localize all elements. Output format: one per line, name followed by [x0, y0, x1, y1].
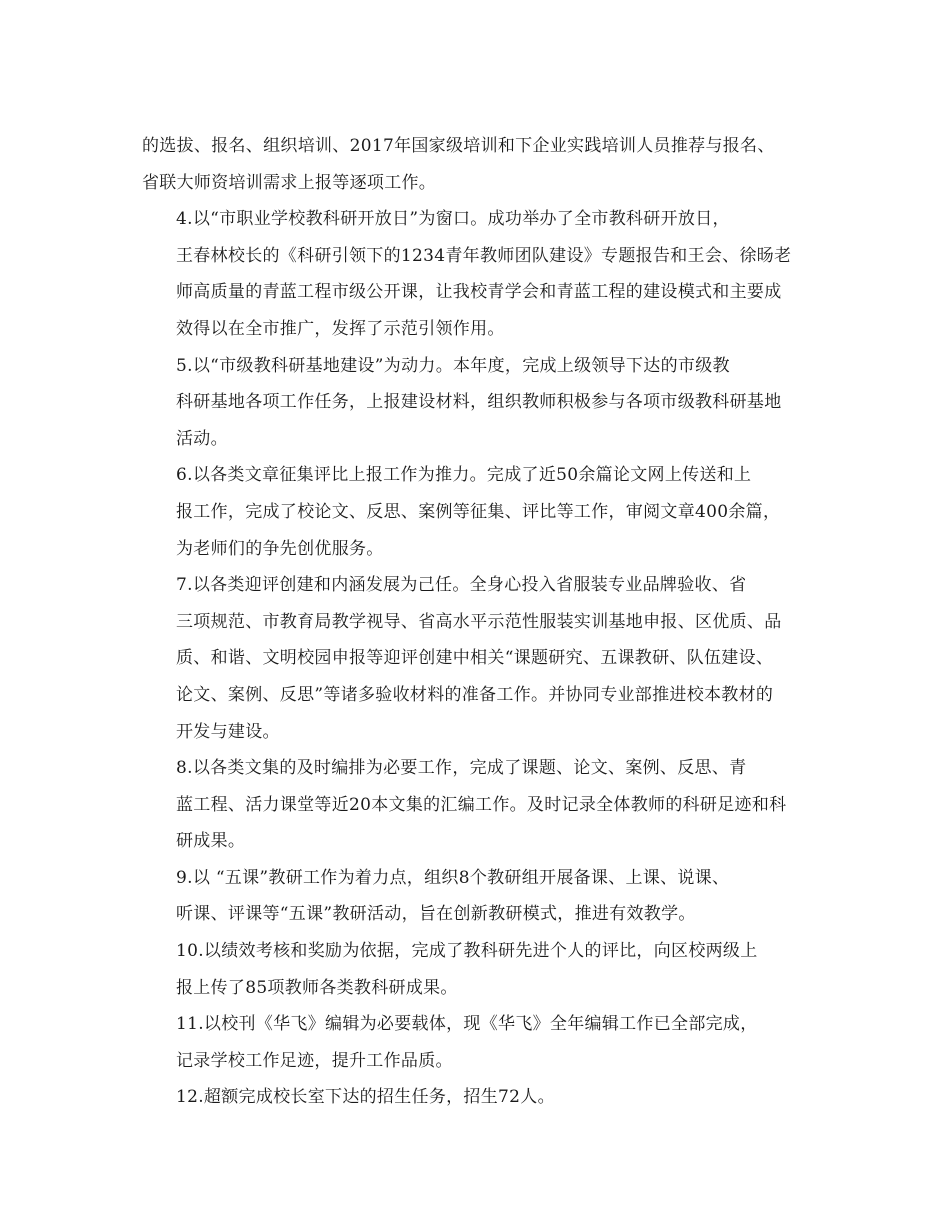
- text-line: 的选拔、报名、组织培训、2017年国家级培训和下企业实践培训人员推荐与报名、: [142, 136, 775, 156]
- text-line: 三项规范、市教育局教学视导、省高水平示范性服装实训基地申报、区优质、品: [176, 611, 782, 632]
- text-line: 记录学校工作足迹，提升工作品质。: [176, 1050, 453, 1071]
- text-line: 听课、评课等“五课”教研活动，旨在创新教研模式，推进有效教学。: [176, 904, 696, 925]
- paragraph: [142, 750, 814, 860]
- text-line: 王春林校长的《科研引领下的1234青年教师团队建设》专题报告和王会、徐旸老: [176, 245, 792, 266]
- text-line: 研成果。: [176, 831, 246, 852]
- paragraph: [142, 567, 814, 750]
- paragraph: [142, 1079, 814, 1116]
- paragraph: [142, 1006, 814, 1079]
- text-line: 报工作，完成了校论文、反思、案例等征集、评比等工作，审阅文章400余篇，: [176, 501, 781, 522]
- text-line: 师高质量的青蓝工程市级公开课，让我校青学会和青蓝工程的建设模式和主要成: [176, 282, 782, 303]
- text-line: 5.以“市级教科研基地建设”为动力。本年度，完成上级领导下达的市级教: [176, 355, 730, 376]
- text-line: 为老师们的争先创优服务。: [176, 538, 384, 559]
- text-line: 12.超额完成校长室下达的招生任务，招生72人。: [176, 1087, 555, 1108]
- text-line: 7.以各类迎评创建和内涵发展为己任。全身心投入省服装专业品牌验收、省: [176, 575, 747, 596]
- text-line: 论文、案例、反思”等诸多验收材料的准备工作。并协同专业部推进校本教材的: [176, 684, 774, 705]
- paragraph: [142, 860, 814, 933]
- text-line: 8.以各类文集的及时编排为必要工作，完成了课题、论文、案例、反思、青: [176, 758, 747, 779]
- text-line: 科研基地各项工作任务，上报建设材料，组织教师积极参与各项市级教科研基地: [176, 392, 782, 413]
- paragraph: [142, 933, 814, 1006]
- text-line: 4.以“市职业学校教科研开放日”为窗口。成功举办了全市教科研开放日，: [176, 209, 730, 230]
- text-line: 开发与建设。: [176, 721, 280, 742]
- paragraph: [142, 348, 814, 458]
- text-line: 省联大师资培训需求上报等逐项工作。: [142, 172, 437, 193]
- text-line: 活动。: [176, 428, 228, 449]
- text-line: 9.以 “五课”教研工作为着力点，组织8个教研组开展备课、上课、说课、: [176, 867, 730, 888]
- paragraph: [142, 457, 814, 567]
- text-line: 10.以绩效考核和奖励为依据，完成了教科研先进个人的评比，向区校两级上: [176, 941, 758, 962]
- document-body: [142, 128, 814, 1116]
- text-line: 报上传了85项教师各类教科研成果。: [176, 977, 458, 998]
- text-line: 效得以在全市推广，发挥了示范引领作用。: [176, 318, 505, 339]
- text-line: 6.以各类文章征集评比上报工作为推力。完成了近50余篇论文网上传送和上: [176, 465, 752, 486]
- text-line: 11.以校刊《华飞》编辑为必要载体，现《华飞》全年编辑工作已全部完成，: [176, 1014, 758, 1035]
- paragraph: [142, 201, 814, 347]
- text-line: 蓝工程、活力课堂等近20本文集的汇编工作。及时记录全体教师的科研足迹和科: [176, 794, 787, 815]
- paragraph: [142, 128, 814, 201]
- text-line: 质、和谐、文明校园申报等迎评创建中相关“课题研究、五课教研、队伍建设、: [176, 648, 774, 669]
